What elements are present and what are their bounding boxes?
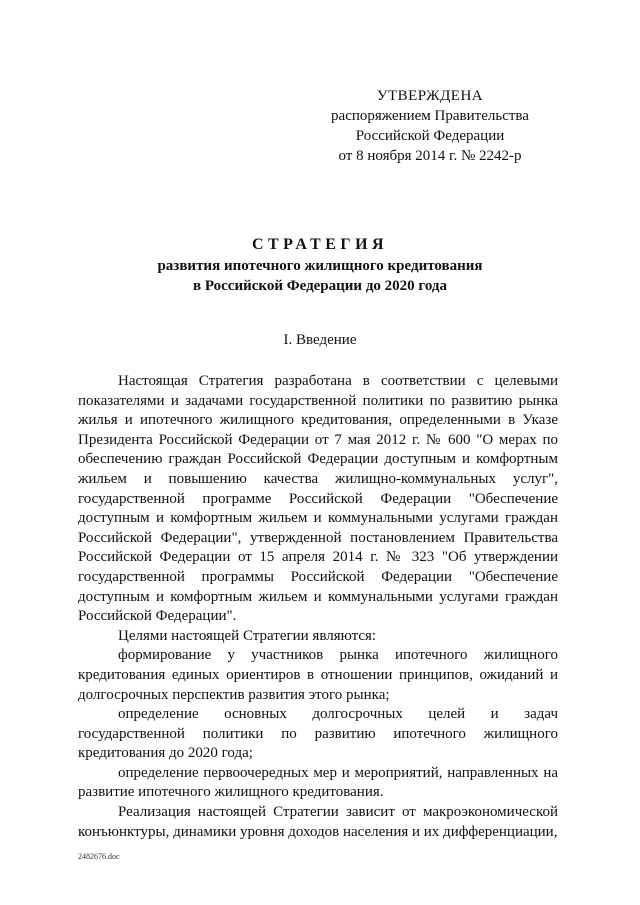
title-block (0, 234, 640, 296)
document-body (78, 372, 558, 842)
paragraph-goals-heading: Целями настоящей Стратегии являются: (118, 627, 377, 644)
approval-line-3: от 8 ноября 2014 г. № 2242-р (338, 148, 522, 164)
paragraph-goal-1: формирование у участников рынка ипотечного жилищного кредитования единых ориентиров в отношении принципов, ожиданий и долгосрочных перспектив развития этого рынка; (78, 647, 558, 703)
approval-line-2: Российской Федерации (355, 128, 505, 144)
paragraph-goal-3: определение первоочередных мер и мероприятий, направленных на развитие ипотечного жилищного кредитования. (78, 764, 558, 801)
paragraph-intro: Настоящая Стратегия разработана в соответствии с целевыми показателями и задачами государственной политики по развитию рынка жилья и ипотечного жилищного кредитования, определенными в Указе Президента Российской Федерации от 7 мая 2012 г. № 600 "О мерах по обеспечению граждан Российской Федерации доступным и комфортным жильем и повышению качества жилищно-коммунальных услуг", государственной программе Российской Федерации "Обеспечение доступным и комфортным жильем и коммунальными услугами граждан Российской Федерации", утвержденной постановлением Правительства Российской Федерации от 15 апреля 2014 г. № 323 "Об утверждении государственной программы Российской Федерации "Обеспечение доступным и комфортным жильем и коммунальными услугами граждан Российской Федерации". (78, 373, 558, 625)
document-subtitle-line-1: развития ипотечного жилищного кредитования (157, 258, 483, 274)
footer-filename: 2482676.doc (78, 852, 120, 861)
approval-heading: УТВЕРЖДЕНА (376, 88, 484, 104)
paragraph-goal-2: определение основных долгосрочных целей и задач государственной политики по развитию ипотечного жилищного кредитования до 2020 года; (78, 706, 558, 762)
paragraph-implementation: Реализация настоящей Стратегии зависит от макроэкономической конъюнктуры, динамики уровня доходов населения и их дифференциации, (78, 804, 558, 840)
section-title: I. Введение (283, 332, 357, 348)
document-subtitle-line-2: в Российской Федерации до 2020 года (192, 278, 448, 294)
approval-block (300, 86, 560, 166)
document-title: СТРАТЕГИЯ (251, 236, 389, 253)
approval-line-1: распоряжением Правительства (331, 108, 529, 124)
